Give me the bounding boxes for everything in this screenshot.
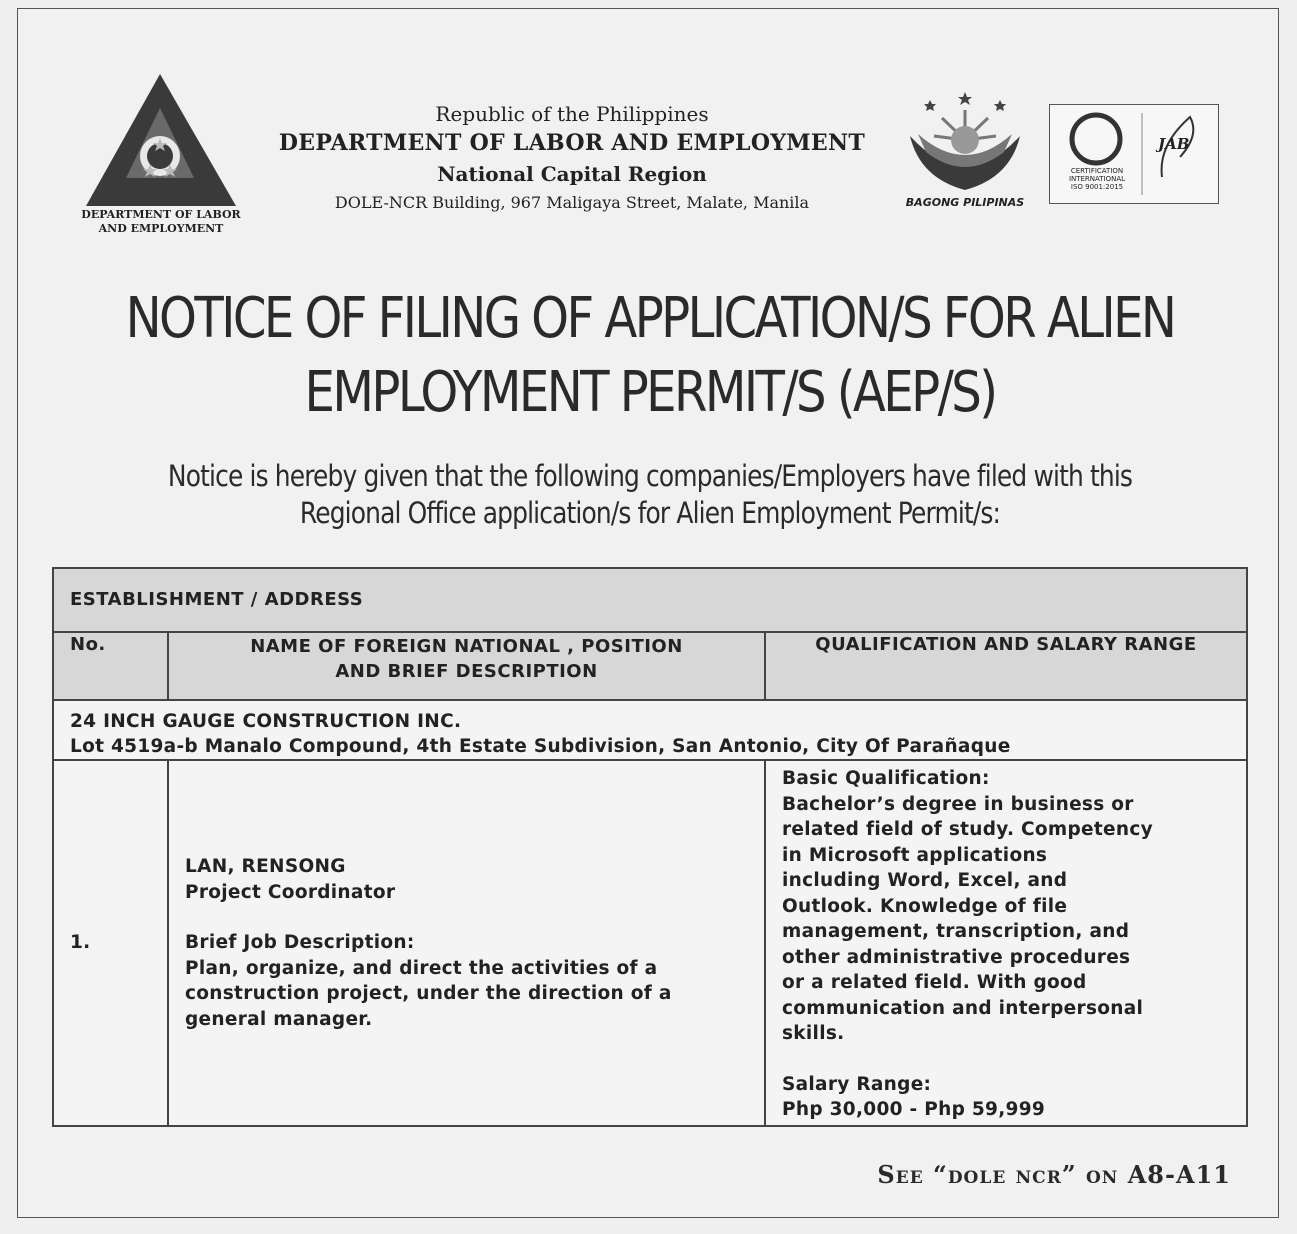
bagong-pilipinas-caption: BAGONG PILIPINAS [905, 196, 1025, 209]
cert-line3: ISO 9001:2015 [1070, 183, 1124, 191]
bagong-pilipinas-logo [900, 78, 1030, 218]
entry-name-cell [168, 760, 765, 1126]
job-description-line: construction project, under the direction of a [185, 983, 672, 1004]
aep-table [52, 567, 1248, 1127]
job-description-line: Plan, organize, and direct the activities of a [185, 957, 658, 979]
title-line2: EMPLOYMENT PERMIT/S (AEP/S) [304, 360, 996, 425]
establishment-cell [53, 700, 1247, 760]
certification-badge [1049, 104, 1219, 204]
department-line: DEPARTMENT OF LABOR AND EMPLOYMENT [278, 130, 866, 156]
salary-label: Salary Range: [782, 1073, 932, 1095]
notice-line1: Notice is hereby given that the following companies/Employers have filed with this [167, 459, 1133, 493]
jab-mark: JAB [1158, 135, 1190, 153]
see-reference: See “dole ncr” on A8-A11 [877, 1160, 1231, 1189]
notice-title [125, 282, 1174, 430]
qualification-label: Basic Qualification: [782, 768, 990, 789]
establishment-header: ESTABLISHMENT / ADDRESS [53, 568, 1247, 632]
qualification-line: in Microsoft applications [782, 844, 1048, 866]
dole-triangle-icon [66, 68, 256, 208]
title-line1: NOTICE OF FILING OF APPLICATION/S FOR ALIEN [125, 286, 1175, 351]
position: Project Coordinator [185, 881, 396, 903]
entry-number: 1. [53, 760, 168, 1126]
establishment-name: 24 INCH GAUGE CONSTRUCTION INC. [70, 711, 462, 732]
address-line: DOLE-NCR Building, 967 Maligaya Street, Malate, Manila [334, 193, 810, 212]
qualification-line: management, transcription, and [782, 921, 1130, 942]
qualification-line: Outlook. Knowledge of file [782, 895, 1068, 917]
qualification-line: skills. [782, 1023, 845, 1044]
entry-qualification-cell [765, 760, 1247, 1126]
qualification-line: related field of study. Competency [782, 819, 1153, 840]
qualification-line: other administrative procedures [782, 946, 1131, 968]
qualification-line: communication and interpersonal [782, 997, 1144, 1019]
col-no-header: No. [53, 632, 168, 700]
region-line: National Capital Region [437, 162, 707, 186]
qualification-line: Bachelor’s degree in business or [782, 793, 1134, 815]
cert-line2: INTERNATIONAL [1068, 175, 1126, 183]
establishment-address: Lot 4519a-b Manalo Compound, 4th Estate Subdivision, San Antonio, City Of Parañaque [70, 736, 1011, 757]
logo-caption-line2: AND EMPLOYMENT [98, 222, 224, 235]
dole-logo [66, 68, 256, 243]
table-row [53, 760, 1247, 1126]
salary-range: Php 30,000 - Php 59,999 [782, 1099, 1046, 1120]
establishment-row [53, 700, 1247, 760]
sun-emblem-icon [900, 78, 1030, 196]
logo-caption-line1: DEPARTMENT OF LABOR [81, 208, 241, 221]
establishment-header-row [53, 568, 1247, 632]
col-name-line2: AND BRIEF DESCRIPTION [335, 661, 598, 682]
col-qual-header: QUALIFICATION AND SALARY RANGE [765, 632, 1247, 700]
qualification-line: or a related field. With good [782, 972, 1087, 993]
republic-line: Republic of the Philippines [435, 102, 709, 126]
col-name-line1: NAME OF FOREIGN NATIONAL , POSITION [250, 636, 683, 657]
col-name-header [168, 632, 765, 700]
job-description-line: general manager. [185, 1008, 373, 1030]
notice-paragraph [125, 458, 1174, 532]
foreign-national-name: LAN, RENSONG [185, 856, 346, 877]
column-header-row [53, 632, 1247, 700]
notice-line2: Regional Office application/s for Alien Employment Permit/s: [299, 496, 1001, 530]
qualification-line: including Word, Excel, and [782, 870, 1068, 891]
cert-line1: CERTIFICATION [1070, 167, 1124, 175]
job-description-label: Brief Job Description: [185, 932, 415, 953]
letterhead [262, 100, 882, 216]
